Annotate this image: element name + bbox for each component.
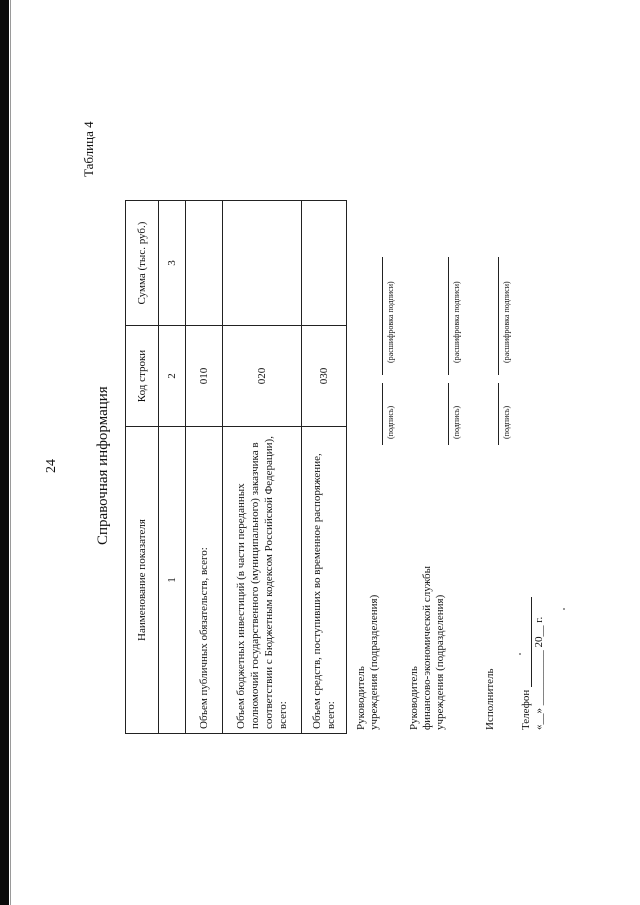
executor-label: Исполнитель	[484, 668, 496, 730]
row-name: Объем средств, поступивших во временное распоряжение, всего:	[302, 427, 347, 734]
date-line: «__» __________ 20__ г.	[533, 616, 545, 730]
column-number: 1	[159, 427, 186, 734]
table-row	[302, 201, 347, 734]
header-line-code: Код строки	[126, 326, 159, 427]
caption-decoding: (расшифровка подписи)	[386, 281, 395, 363]
column-number-row	[159, 201, 186, 734]
row-code: 030	[302, 326, 347, 427]
decoding-line	[498, 257, 499, 375]
page-number: 24	[44, 459, 59, 473]
header-amount: Сумма (тыс. руб.)	[126, 201, 159, 326]
caption-signature: (подпись)	[386, 405, 395, 439]
caption-signature: (подпись)	[502, 405, 511, 439]
row-name: Объем публичных обязательств, всего:	[186, 427, 223, 734]
head-label-sub: учреждения (подразделения)	[368, 594, 380, 730]
row-sum	[223, 201, 302, 326]
row-sum	[302, 201, 347, 326]
signature-line	[498, 383, 499, 445]
fin-label-sub2: учреждения (подразделения)	[434, 594, 446, 730]
signature-line	[448, 383, 449, 445]
phone-label: Телефон	[520, 689, 532, 730]
row-code: 010	[186, 326, 223, 427]
decoding-line	[382, 257, 383, 375]
reference-info-table	[125, 200, 347, 734]
column-number: 2	[159, 326, 186, 427]
row-sum	[186, 201, 223, 326]
row-name: Объем бюджетных инвестиций (в части переданных полномочий государственного (муниципального) заказчика в соответствии с Бюджетным кодексом Российской Федерации), всего:	[223, 427, 302, 734]
phone-line	[531, 597, 532, 687]
table-row	[186, 201, 223, 734]
header-indicator-name: Наименование показателя	[126, 427, 159, 734]
signature-line	[382, 383, 383, 445]
column-number: 3	[159, 201, 186, 326]
row-code: 020	[223, 326, 302, 427]
caption-signature: (подпись)	[452, 405, 461, 439]
decoding-line	[448, 257, 449, 375]
table-label: Таблица 4	[81, 121, 96, 177]
table-header-row	[126, 201, 159, 734]
document-title: Справочная информация	[95, 386, 111, 545]
fin-label: Руководитель	[408, 666, 420, 730]
caption-decoding: (расшифровка подписи)	[502, 281, 511, 363]
fin-label-sub: финансово-экономической службы	[421, 565, 433, 730]
caption-decoding: (расшифровка подписи)	[452, 281, 461, 363]
table-row	[223, 201, 302, 734]
head-label: Руководитель	[355, 666, 367, 730]
